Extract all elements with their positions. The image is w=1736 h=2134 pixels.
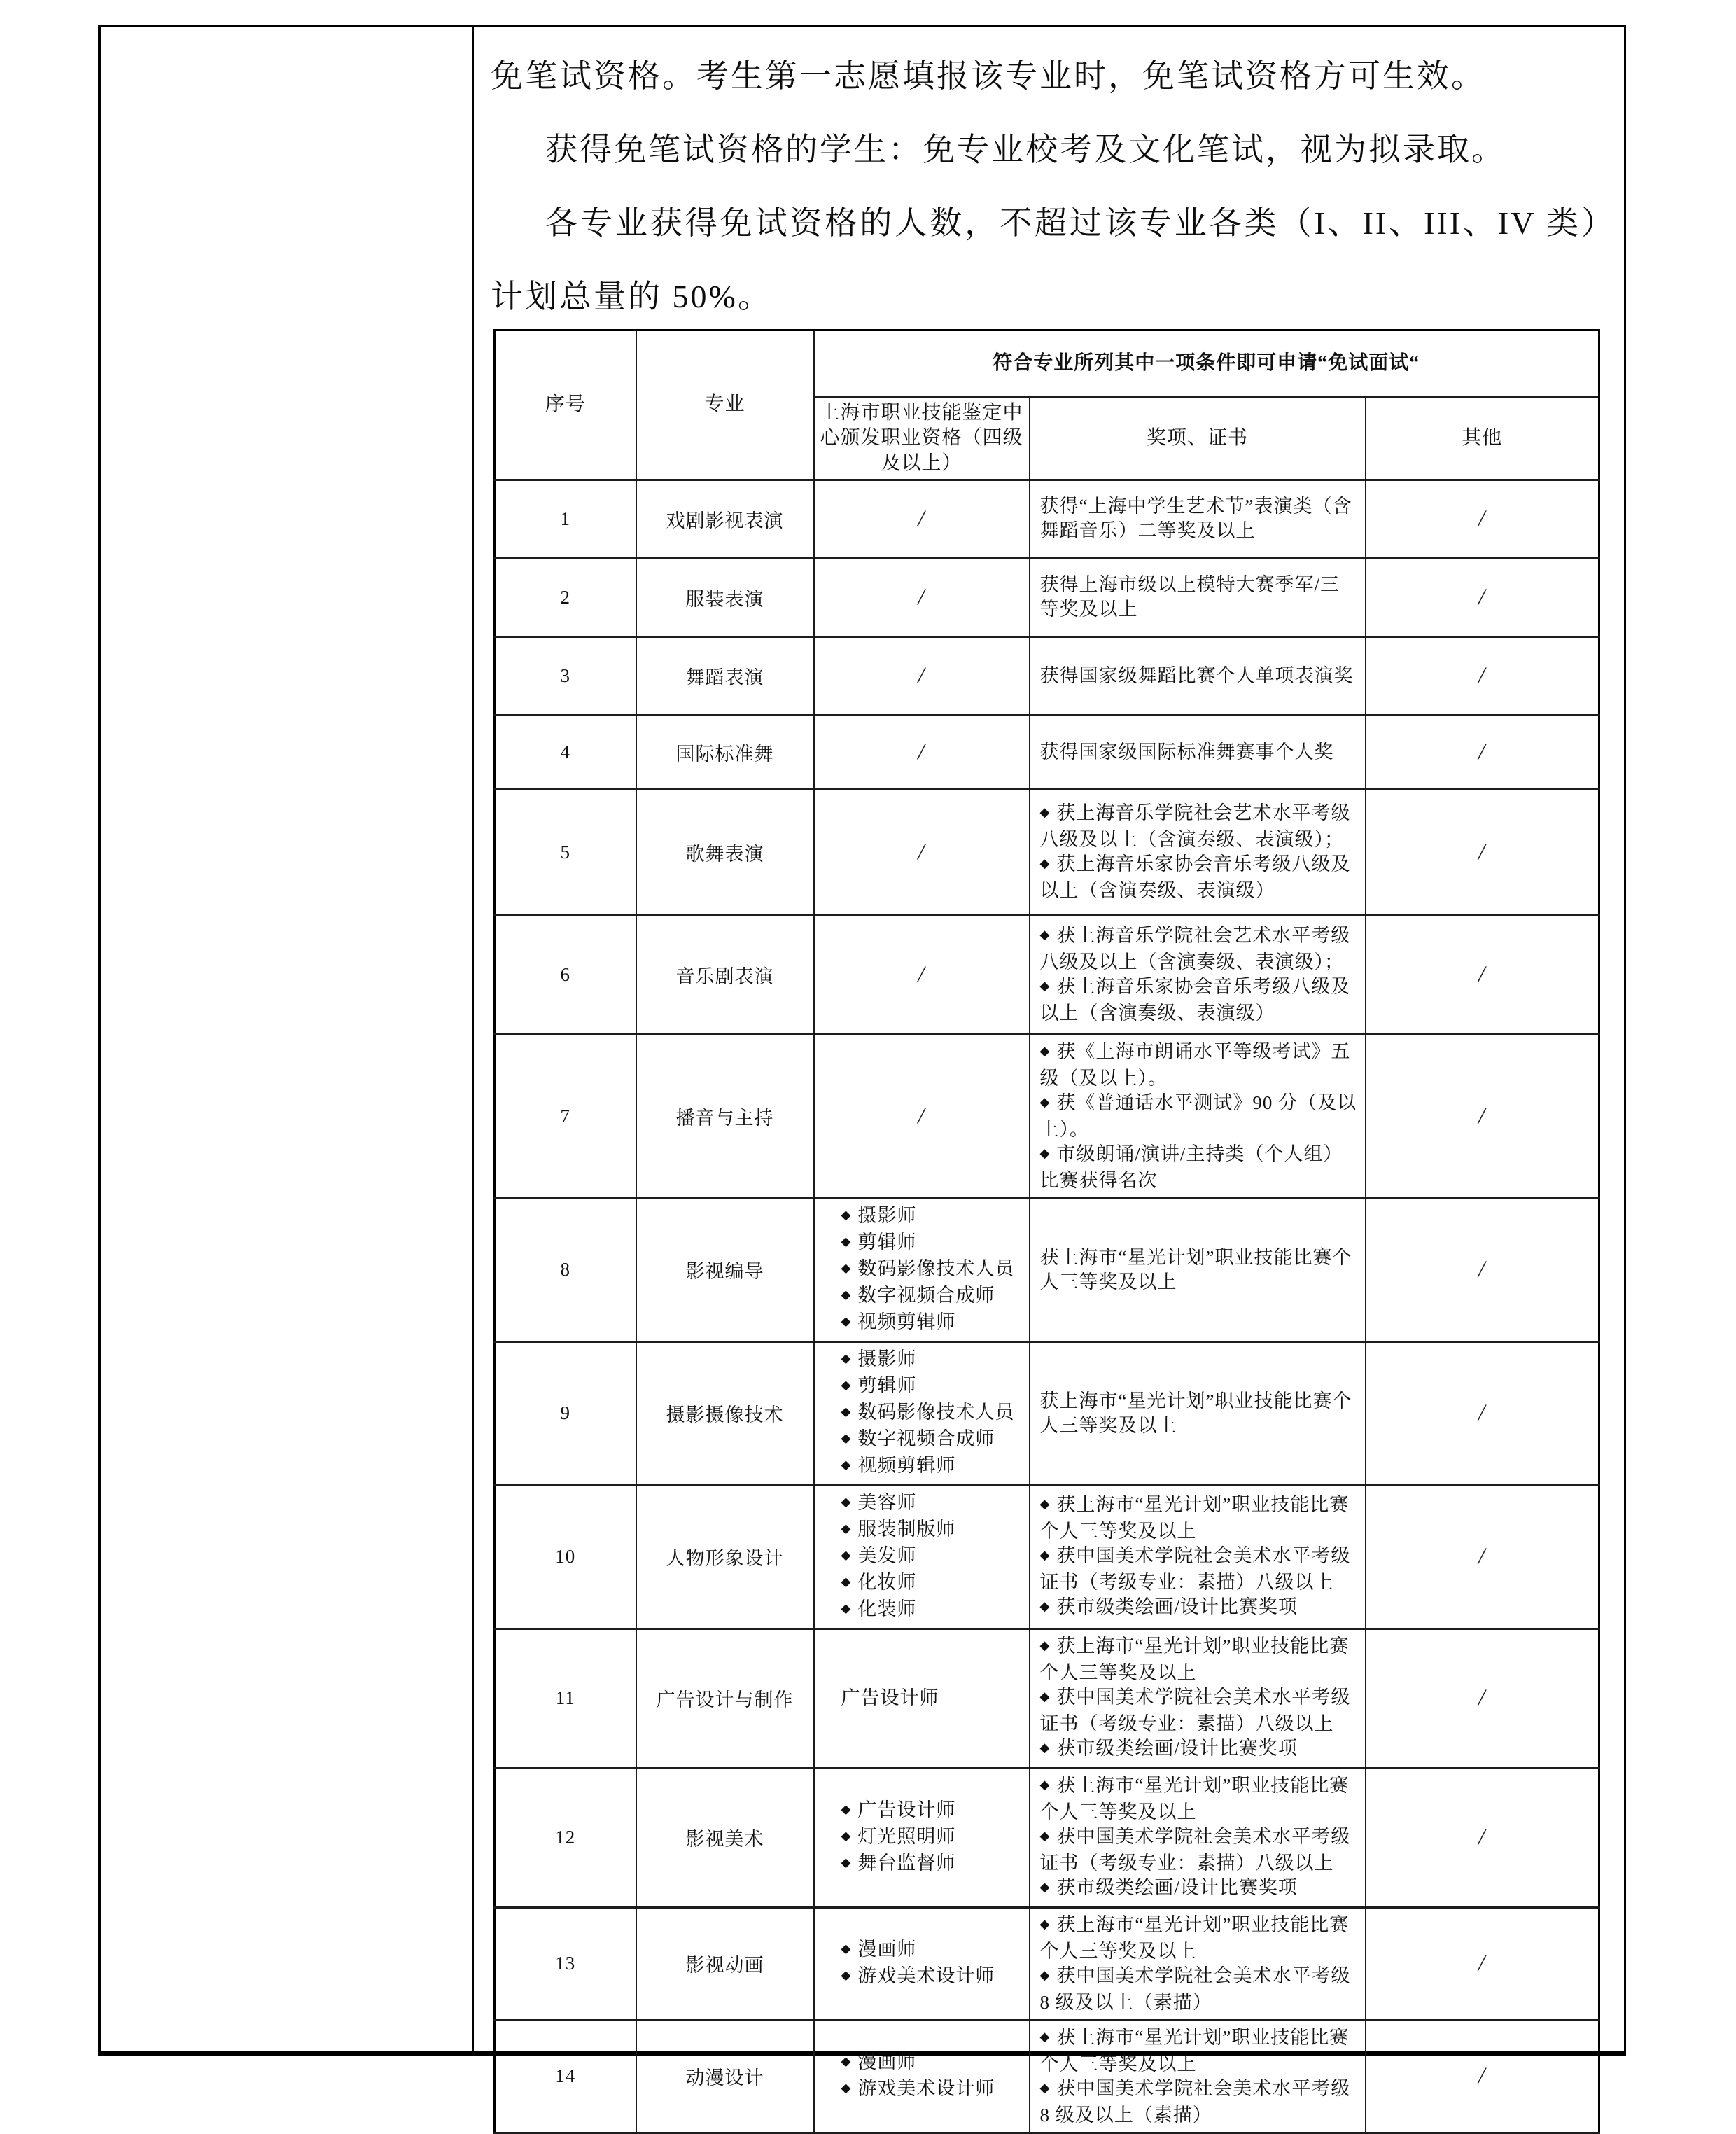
major-cell: 舞蹈表演 <box>636 636 814 715</box>
diamond-bullet-icon: ◆ <box>841 1260 852 1275</box>
awards-cell <box>1030 2020 1366 2133</box>
diamond-bullet-icon: ◆ <box>841 1855 852 1869</box>
slash-mark: / <box>1478 739 1486 765</box>
table-row <box>495 715 1600 789</box>
table-row <box>495 915 1600 1034</box>
major-cell: 影视动画 <box>636 1907 814 2020</box>
slash-mark: / <box>1478 2063 1486 2088</box>
qualification-item: ◆ 视频剪辑师 <box>841 1311 956 1332</box>
other-cell <box>1366 789 1600 915</box>
table-row <box>495 1198 1600 1341</box>
diamond-bullet-icon: ◆ <box>1040 979 1051 993</box>
qualification-item: ◆ 灯光照明师 <box>841 1825 956 1847</box>
table-row <box>495 1341 1600 1485</box>
slash-mark: / <box>1478 1825 1486 1850</box>
qualification-item: ◆ 数码影像技术人员 <box>841 1401 1015 1423</box>
award-item: ◆ 获上海音乐家协会音乐考级八级及以上（含演奏级、表演级） <box>1040 976 1351 1024</box>
qualification-item: ◆ 游戏美术设计师 <box>841 2077 995 2099</box>
qualification-item: ◆ 服装制版师 <box>841 1518 956 1540</box>
row-index-cell: 7 <box>495 1034 636 1198</box>
diamond-bullet-icon: ◆ <box>1040 1967 1051 1982</box>
major-cell: 戏剧影视表演 <box>636 480 814 558</box>
row-index-cell: 4 <box>495 715 636 789</box>
row-index-cell: 8 <box>495 1198 636 1341</box>
diamond-bullet-icon: ◆ <box>1040 1828 1051 1843</box>
diamond-bullet-icon: ◆ <box>841 1430 852 1445</box>
other-cell <box>1366 1034 1600 1198</box>
exemption-conditions-table <box>493 329 1600 2134</box>
diamond-bullet-icon: ◆ <box>1040 856 1051 870</box>
award-item: ◆ 获上海市“星光计划”职业技能比赛个人三等奖及以上 <box>1040 1635 1350 1683</box>
qualification-cell <box>814 480 1030 558</box>
qualification-item: ◆ 剪辑师 <box>841 1231 917 1253</box>
table-row <box>495 1485 1600 1629</box>
other-cell <box>1366 1768 1600 1907</box>
paragraph-line: 获得免笔试资格的学生：免专业校考及文化笔试，视为拟录取。 <box>545 132 1506 167</box>
awards-cell <box>1030 1629 1366 1768</box>
diamond-bullet-icon: ◆ <box>1040 1879 1051 1894</box>
award-item: ◆ 获上海市“星光计划”职业技能比赛个人三等奖及以上 <box>1040 2026 1350 2074</box>
qualification-item: ◆ 美容师 <box>841 1491 917 1513</box>
awards-cell <box>1030 915 1366 1034</box>
qualification-cell <box>814 915 1030 1034</box>
diamond-bullet-icon: ◆ <box>1040 1740 1051 1755</box>
major-cell: 人物形象设计 <box>636 1485 814 1629</box>
major-cell: 动漫设计 <box>636 2020 814 2133</box>
row-index-cell: 14 <box>495 2020 636 2133</box>
award-item: ◆ 获《普通话水平测试》90 分（及以上）。 <box>1040 1092 1357 1140</box>
major-cell: 影视编导 <box>636 1198 814 1341</box>
award-item: ◆ 获市级类绘画/设计比赛奖项 <box>1040 1876 1298 1898</box>
table-header <box>495 330 1600 480</box>
award-item: ◆ 获上海市“星光计划”职业技能比赛个人三等奖及以上 <box>1040 1774 1350 1822</box>
row-index-cell: 11 <box>495 1629 636 1768</box>
header-index: 序号 <box>495 330 636 480</box>
row-index-cell: 9 <box>495 1341 636 1485</box>
diamond-bullet-icon: ◆ <box>1040 1145 1051 1160</box>
slash-mark: / <box>1478 1544 1486 1569</box>
diamond-bullet-icon: ◆ <box>841 1967 852 1982</box>
diamond-bullet-icon: ◆ <box>841 1207 852 1222</box>
slash-mark: / <box>918 505 925 531</box>
intro-paragraphs <box>491 39 1616 333</box>
other-cell <box>1366 480 1600 558</box>
other-cell <box>1366 558 1600 636</box>
diamond-bullet-icon: ◆ <box>1040 1777 1051 1792</box>
slash-mark: / <box>1478 1400 1486 1425</box>
award-item: ◆ 获市级类绘画/设计比赛奖项 <box>1040 1737 1298 1759</box>
other-cell <box>1366 2020 1600 2133</box>
slash-mark: / <box>918 961 925 987</box>
award-item: ◆ 获中国美术学院社会美术水平考级 8 级及以上（素描） <box>1040 1965 1351 2013</box>
award-item: ◆ 获上海市“星光计划”职业技能比赛个人三等奖及以上 <box>1040 1493 1350 1542</box>
table-row <box>495 1768 1600 1907</box>
award-item: ◆ 获中国美术学院社会美术水平考级证书（考级专业：素描）八级以上 <box>1040 1686 1351 1734</box>
qualification-item: ◆ 数码影像技术人员 <box>841 1257 1015 1279</box>
major-cell: 摄影摄像技术 <box>636 1341 814 1485</box>
awards-cell <box>1030 1485 1366 1629</box>
other-cell <box>1366 1485 1600 1629</box>
award-item: ◆ 获上海市“星光计划”职业技能比赛个人三等奖及以上 <box>1040 1913 1350 1962</box>
diamond-bullet-icon: ◆ <box>841 2080 852 2095</box>
major-cell: 音乐剧表演 <box>636 915 814 1034</box>
award-item: ◆ 获中国美术学院社会美术水平考级 8 级及以上（素描） <box>1040 2077 1351 2126</box>
awards-cell <box>1030 789 1366 915</box>
qualification-item: ◆ 化装师 <box>841 1598 917 1619</box>
row-index-cell: 10 <box>495 1485 636 1629</box>
qualification-item: ◆ 摄影师 <box>841 1348 917 1369</box>
qualification-cell <box>814 1907 1030 2020</box>
major-cell: 广告设计与制作 <box>636 1629 814 1768</box>
qualification-item: ◆ 美发师 <box>841 1544 917 1566</box>
diamond-bullet-icon: ◆ <box>841 2053 852 2068</box>
slash-mark: / <box>1478 584 1486 610</box>
award-item: ◆ 获上海音乐学院社会艺术水平考级八级及以上（含演奏级、表演级）； <box>1040 802 1351 850</box>
awards-cell: 获得“上海中学生艺术节”表演类（含舞蹈音乐）二等奖及以上 <box>1030 480 1366 558</box>
diamond-bullet-icon: ◆ <box>1040 928 1051 942</box>
qualification-cell <box>814 1198 1030 1341</box>
qualification-cell <box>814 636 1030 715</box>
other-cell <box>1366 715 1600 789</box>
diamond-bullet-icon: ◆ <box>1040 1638 1051 1652</box>
qualification-item: ◆ 数字视频合成师 <box>841 1284 995 1306</box>
qualification-cell <box>814 1768 1030 1907</box>
paragraph-line: 免笔试资格。考生第一志愿填报该专业时，免笔试资格方可生效。 <box>491 58 1485 94</box>
diamond-bullet-icon: ◆ <box>841 1313 852 1328</box>
paragraph-line: 各专业获得免试资格的人数，不超过该专业各类（I、II、III、IV 类） <box>545 205 1616 241</box>
qualification-item: ◆ 视频剪辑师 <box>841 1454 956 1476</box>
table-row <box>495 1034 1600 1198</box>
slash-mark: / <box>1478 505 1486 531</box>
slash-mark: / <box>1478 1685 1486 1710</box>
row-index-cell: 2 <box>495 558 636 636</box>
slash-mark: / <box>918 584 925 610</box>
major-cell: 影视美术 <box>636 1768 814 1907</box>
row-index-cell: 6 <box>495 915 636 1034</box>
awards-cell: 获得上海市级以上模特大赛季军/三等奖及以上 <box>1030 558 1366 636</box>
qualification-item: ◆ 游戏美术设计师 <box>841 1965 995 1986</box>
award-item: ◆ 获上海音乐家协会音乐考级八级及以上（含演奏级、表演级） <box>1040 853 1351 901</box>
diamond-bullet-icon: ◆ <box>841 1404 852 1418</box>
major-cell: 播音与主持 <box>636 1034 814 1198</box>
row-index-cell: 5 <box>495 789 636 915</box>
table-row <box>495 480 1600 558</box>
slash-mark: / <box>1478 961 1486 987</box>
qualification-item: ◆ 漫画师 <box>841 1938 917 1960</box>
qualification-item: ◆ 化妆师 <box>841 1571 917 1593</box>
diamond-bullet-icon: ◆ <box>841 1828 852 1843</box>
diamond-bullet-icon: ◆ <box>841 1574 852 1589</box>
table-body <box>495 480 1600 2133</box>
slash-mark: / <box>1478 839 1486 865</box>
qualification-cell <box>814 1485 1030 1629</box>
qualification-cell <box>814 2020 1030 2133</box>
diamond-bullet-icon: ◆ <box>841 1941 852 1955</box>
row-index-cell: 3 <box>495 636 636 715</box>
qualification-cell <box>814 1034 1030 1198</box>
awards-cell: 获得国家级国际标准舞赛事个人奖 <box>1030 715 1366 789</box>
table-row <box>495 789 1600 915</box>
diamond-bullet-icon: ◆ <box>1040 1496 1051 1511</box>
table-row <box>495 558 1600 636</box>
header-major: 专业 <box>636 330 814 480</box>
diamond-bullet-icon: ◆ <box>841 1234 852 1248</box>
diamond-bullet-icon: ◆ <box>1040 1916 1051 1931</box>
diamond-bullet-icon: ◆ <box>841 1457 852 1472</box>
table-row <box>495 1907 1600 2020</box>
other-cell <box>1366 1198 1600 1341</box>
diamond-bullet-icon: ◆ <box>1040 1043 1051 1058</box>
awards-cell <box>1030 1907 1366 2020</box>
diamond-bullet-icon: ◆ <box>841 1287 852 1302</box>
diamond-bullet-icon: ◆ <box>1040 2029 1051 2044</box>
qualification-item: ◆ 舞台监督师 <box>841 1852 956 1874</box>
table-row <box>495 1629 1600 1768</box>
awards-cell <box>1030 1034 1366 1198</box>
qualification-cell <box>814 789 1030 915</box>
content-area <box>474 27 1624 2126</box>
major-cell: 国际标准舞 <box>636 715 814 789</box>
table-row <box>495 636 1600 715</box>
awards-cell: 获得国家级舞蹈比赛个人单项表演奖 <box>1030 636 1366 715</box>
header-awards: 奖项、证书 <box>1030 397 1366 480</box>
diamond-bullet-icon: ◆ <box>841 1494 852 1509</box>
other-cell <box>1366 1907 1600 2020</box>
qualification-item: ◆ 摄影师 <box>841 1204 917 1226</box>
diamond-bullet-icon: ◆ <box>841 1801 852 1816</box>
qualification-cell <box>814 715 1030 789</box>
award-item: ◆ 获市级类绘画/设计比赛奖项 <box>1040 1596 1298 1617</box>
row-index-cell: 12 <box>495 1768 636 1907</box>
award-item: ◆ 获中国美术学院社会美术水平考级证书（考级专业：素描）八级以上 <box>1040 1544 1351 1593</box>
diamond-bullet-icon: ◆ <box>841 1351 852 1365</box>
diamond-bullet-icon: ◆ <box>841 1377 852 1392</box>
other-cell <box>1366 636 1600 715</box>
diamond-bullet-icon: ◆ <box>1040 1598 1051 1613</box>
qualification-item: ◆ 数字视频合成师 <box>841 1428 995 1449</box>
slash-mark: / <box>1478 1257 1486 1282</box>
qualification-item: ◆ 广告设计师 <box>841 1799 956 1820</box>
diamond-bullet-icon: ◆ <box>1040 2080 1051 2095</box>
major-cell: 歌舞表演 <box>636 789 814 915</box>
qualification-item: ◆ 剪辑师 <box>841 1374 917 1396</box>
slash-mark: / <box>918 1103 925 1129</box>
diamond-bullet-icon: ◆ <box>841 1600 852 1615</box>
awards-cell: 获上海市“星光计划”职业技能比赛个人三等奖及以上 <box>1030 1198 1366 1341</box>
other-cell <box>1366 915 1600 1034</box>
other-cell <box>1366 1629 1600 1768</box>
qualification-item: ◆ 漫画师 <box>841 2051 917 2072</box>
paragraph-line: 计划总量的 50%。 <box>491 279 772 314</box>
slash-mark: / <box>1478 662 1486 688</box>
table-row <box>495 2020 1600 2133</box>
award-item: ◆ 获中国美术学院社会美术水平考级证书（考级专业：素描）八级以上 <box>1040 1825 1351 1874</box>
diamond-bullet-icon: ◆ <box>1040 1094 1051 1109</box>
slash-mark: / <box>1478 1103 1486 1129</box>
diamond-bullet-icon: ◆ <box>1040 1547 1051 1562</box>
major-cell: 服装表演 <box>636 558 814 636</box>
slash-mark: / <box>1478 1951 1486 1976</box>
row-index-cell: 1 <box>495 480 636 558</box>
qualification-cell <box>814 558 1030 636</box>
qualification-cell: 广告设计师 <box>814 1629 1030 1768</box>
slash-mark: / <box>918 739 925 765</box>
award-item: ◆ 获《上海市朗诵水平等级考试》五级（及以上）。 <box>1040 1040 1351 1089</box>
diamond-bullet-icon: ◆ <box>841 1547 852 1562</box>
header-other: 其他 <box>1366 397 1600 480</box>
diamond-bullet-icon: ◆ <box>841 1521 852 1535</box>
slash-mark: / <box>918 662 925 688</box>
row-index-cell: 13 <box>495 1907 636 2020</box>
qualification-cell <box>814 1341 1030 1485</box>
diamond-bullet-icon: ◆ <box>1040 1689 1051 1703</box>
award-item: ◆ 市级朗诵/演讲/主持类（个人组）比赛获得名次 <box>1040 1143 1343 1191</box>
header-qualification: 上海市职业技能鉴定中心颁发职业资格（四级及以上） <box>814 397 1030 480</box>
slash-mark: / <box>918 839 925 865</box>
awards-cell: 获上海市“星光计划”职业技能比赛个人三等奖及以上 <box>1030 1341 1366 1485</box>
diamond-bullet-icon: ◆ <box>1040 805 1051 819</box>
left-margin-column <box>101 27 472 2051</box>
awards-cell <box>1030 1768 1366 1907</box>
award-item: ◆ 获上海音乐学院社会艺术水平考级八级及以上（含演奏级、表演级）； <box>1040 925 1351 972</box>
other-cell <box>1366 1341 1600 1485</box>
header-condition-title: 符合专业所列其中一项条件即可申请“免试面试“ <box>814 330 1600 397</box>
page-frame <box>98 25 1626 2126</box>
